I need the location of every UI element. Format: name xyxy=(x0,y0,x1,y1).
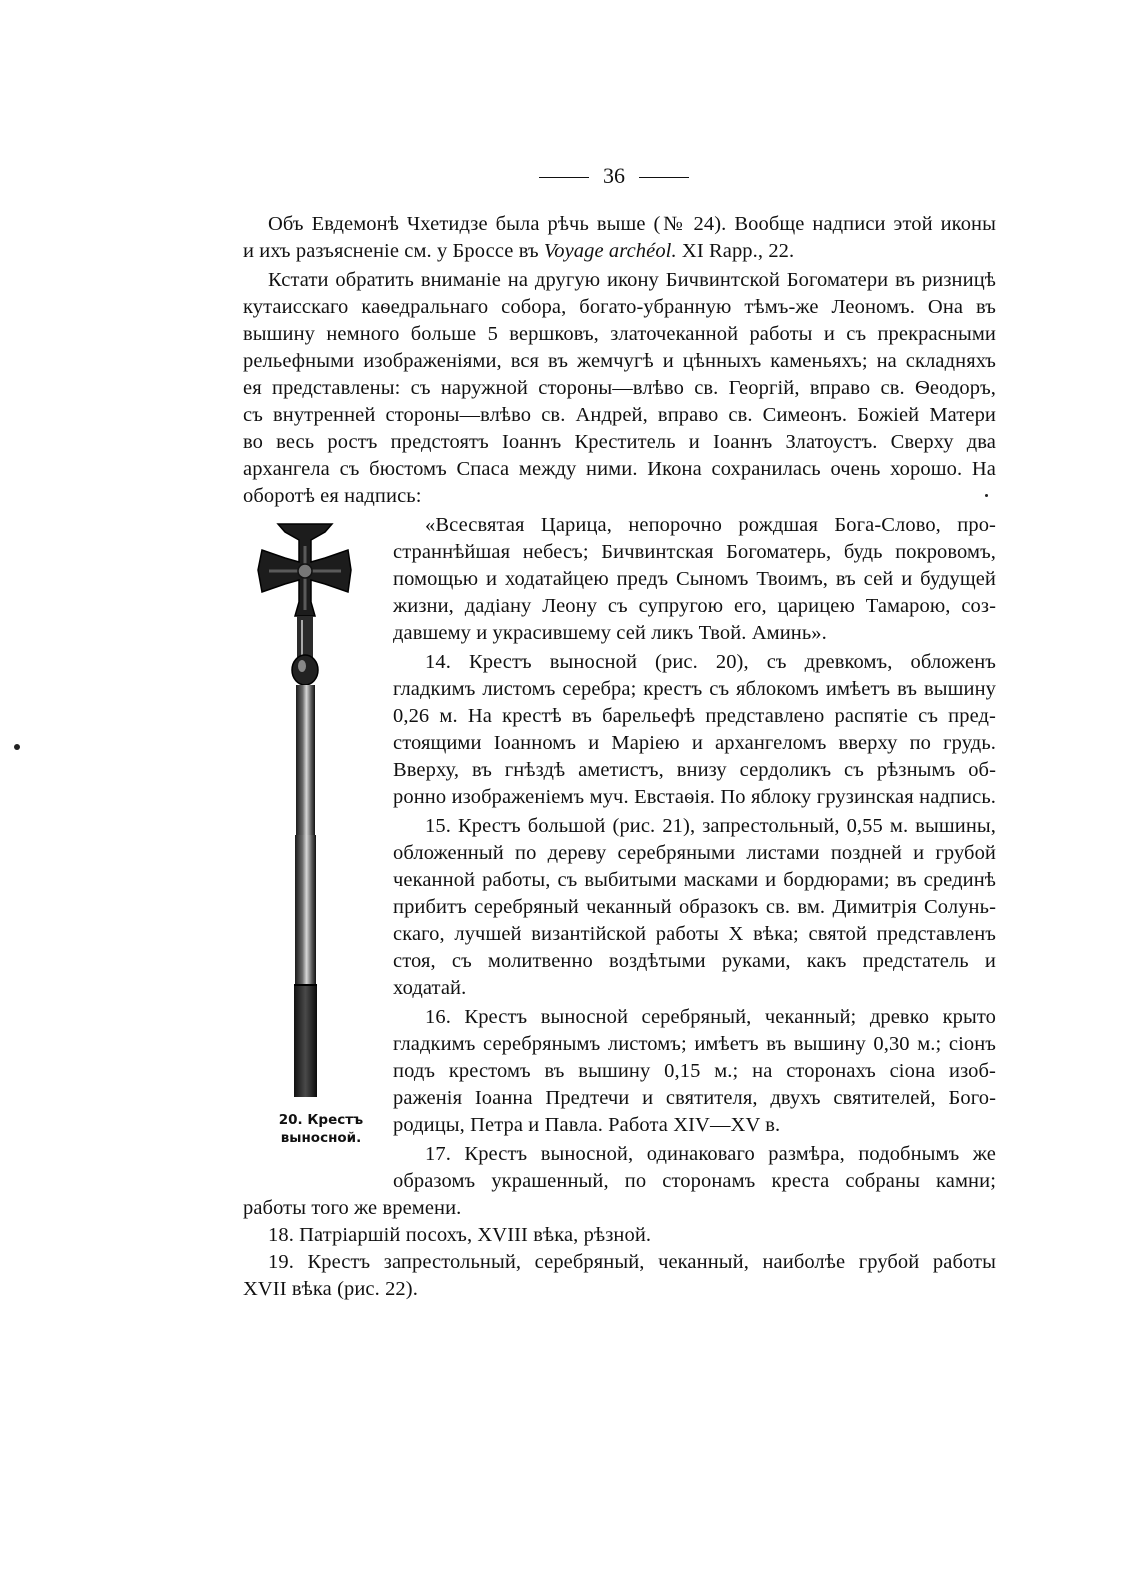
text-line: Объ Евдемонѣ Чхетидзе была рѣчь выше (№ 24). Вообще надписи этой иконы xyxy=(268,213,996,235)
item-16-line: раженія Іоанна Предтечи и святителя, двухъ святителей, Бого- xyxy=(393,1087,996,1109)
page-number-value: 36 xyxy=(603,163,625,188)
text-line: вышину немного больше 5 вершковъ, златочеканной работы и съ прекрасными xyxy=(243,323,996,345)
item-14-line: ронно изображеніемъ муч. Евстаѳія. По яблоку грузинская надпись. xyxy=(393,786,996,808)
figure-caption-line: 20. Крестъ xyxy=(278,1112,364,1128)
text-line: съ внутренней стороны—влѣво св. Андрей, вправо св. Симеонъ. Божіей Матери xyxy=(243,404,996,426)
item-15-line: чеканной работы, съ выбитыми масками и бордюрами; въ срединѣ xyxy=(393,869,996,891)
item-14-line: 0,26 м. На крестѣ въ барельефѣ представлено распятіе съ пред- xyxy=(393,705,996,727)
cross-center-boss xyxy=(298,564,312,578)
cross-shaft-middle xyxy=(295,835,316,985)
cross-knop xyxy=(292,655,318,685)
text-line: Кстати обратить вниманіе на другую икону Бичвинтской Богоматери въ ризницѣ xyxy=(268,269,996,291)
item-16-line: подъ крестомъ въ вышину 0,15 м.; на сторонахъ сіона изоб- xyxy=(393,1060,996,1082)
cross-shaft-upper xyxy=(296,685,315,835)
quote-line: «Всесвятая Царица, непорочно рождшая Бога-Слово, про- xyxy=(425,514,996,536)
item-16-line: гладкимъ серебрянымъ листомъ; имѣетъ въ вышину 0,30 м.; сіонъ xyxy=(393,1033,996,1055)
item-17-line: 17. Крестъ выносной, одинаковаго размѣра, подобнымъ же xyxy=(425,1143,996,1165)
item-16-line: 16. Крестъ выносной серебряный, чеканный; древко крыто xyxy=(425,1006,996,1028)
item-19-line: 19. Крестъ запрестольный, серебряный, чеканный, наиболѣе грубой работы xyxy=(268,1251,996,1273)
scan-speck xyxy=(985,494,988,497)
cross-shaft-lower xyxy=(294,985,317,1097)
item-15-line: 15. Крестъ большой (рис. 21), запрестольный, 0,55 м. вышины, xyxy=(425,815,996,837)
item-17-line: образомъ украшенный, по сторонамъ креста собраны камни; xyxy=(393,1170,996,1192)
scan-speck xyxy=(14,744,20,750)
item-14-line: гладкимъ листомъ серебра; крестъ съ яблокомъ имѣетъ въ вышину xyxy=(393,678,996,700)
figure-caption-line: выносной. xyxy=(280,1130,362,1146)
text-segment: XI Rapp., 22. xyxy=(676,240,795,262)
figure-caption xyxy=(262,1111,380,1147)
item-17-line: работы того же времени. xyxy=(243,1197,462,1219)
quote-line: жизни, дадіану Леону съ супругою его, царицею Тамарою, соз- xyxy=(393,595,996,617)
quote-line: страннѣйшая небесъ; Бичвинтская Богоматерь, будь покровомъ, xyxy=(393,541,996,563)
item-15-line: обложенный по дереву серебряными листами поздней и грубой xyxy=(393,842,996,864)
quote-line: помощью и ходатайцею предъ Сыномъ Твоимъ, въ сей и будущей xyxy=(393,568,996,590)
cross-drawing xyxy=(245,520,365,1100)
item-14-line: Вверху, въ гнѣздѣ аметистъ, внизу сердоликъ съ рѣзнымъ об- xyxy=(393,759,996,781)
page-number-rule-left xyxy=(539,177,589,178)
page-number-rule-right xyxy=(639,177,689,178)
item-16-line: родицы, Петра и Павла. Работа XIV—XV в. xyxy=(393,1114,781,1136)
text-line: оборотѣ ея надпись: xyxy=(243,485,422,507)
item-19-line: XVII вѣка (рис. 22). xyxy=(243,1278,418,1300)
page-number xyxy=(0,163,1140,189)
text-segment: и ихъ разъясненіе см. у Броссе въ xyxy=(243,240,544,262)
item-15-line: ходатай. xyxy=(393,977,467,999)
book-title: Voyage archéol. xyxy=(543,240,677,262)
text-line: архангела съ бюстомъ Спаса между ними. Икона сохранилась очень хорошо. На xyxy=(243,458,996,480)
item-18-line: 18. Патріаршій посохъ, XVIII вѣка, рѣзной. xyxy=(268,1224,652,1246)
text-line: ея представлены: съ наружной стороны—влѣво св. Георгій, вправо св. Ѳеодоръ, xyxy=(243,377,996,399)
item-15-line: стоя, съ молитвенно воздѣтыми руками, какъ предстатель и xyxy=(393,950,996,972)
item-14-line: стоящими Іоанномъ и Маріею и архангеломъ вверху по грудь. xyxy=(393,732,996,754)
text-line xyxy=(243,238,996,265)
text-line: во весь ростъ предстоятъ Іоаннъ Креститель и Іоаннъ Златоустъ. Сверху два xyxy=(243,431,996,453)
cross-neck xyxy=(297,616,313,660)
processional-cross-illustration xyxy=(245,520,365,1100)
item-15-line: прибитъ серебряный чеканный образокъ св. вм. Димитрія Солунь- xyxy=(393,896,996,918)
text-line: рельефными изображеніями, вся въ жемчугѣ и цѣнныхъ каменьяхъ; на складняхъ xyxy=(243,350,996,372)
text-line: кутаисскаго каѳедральнаго собора, богато-убранную тѣмъ-же Леономъ. Она въ xyxy=(243,296,996,318)
quote-line: давшему и украсившему сей ликъ Твой. Аминь». xyxy=(393,622,827,644)
item-15-line: скаго, лучшей византійской работы X вѣка; святой представленъ xyxy=(393,923,996,945)
item-14-line: 14. Крестъ выносной (рис. 20), съ древкомъ, обложенъ xyxy=(425,651,996,673)
